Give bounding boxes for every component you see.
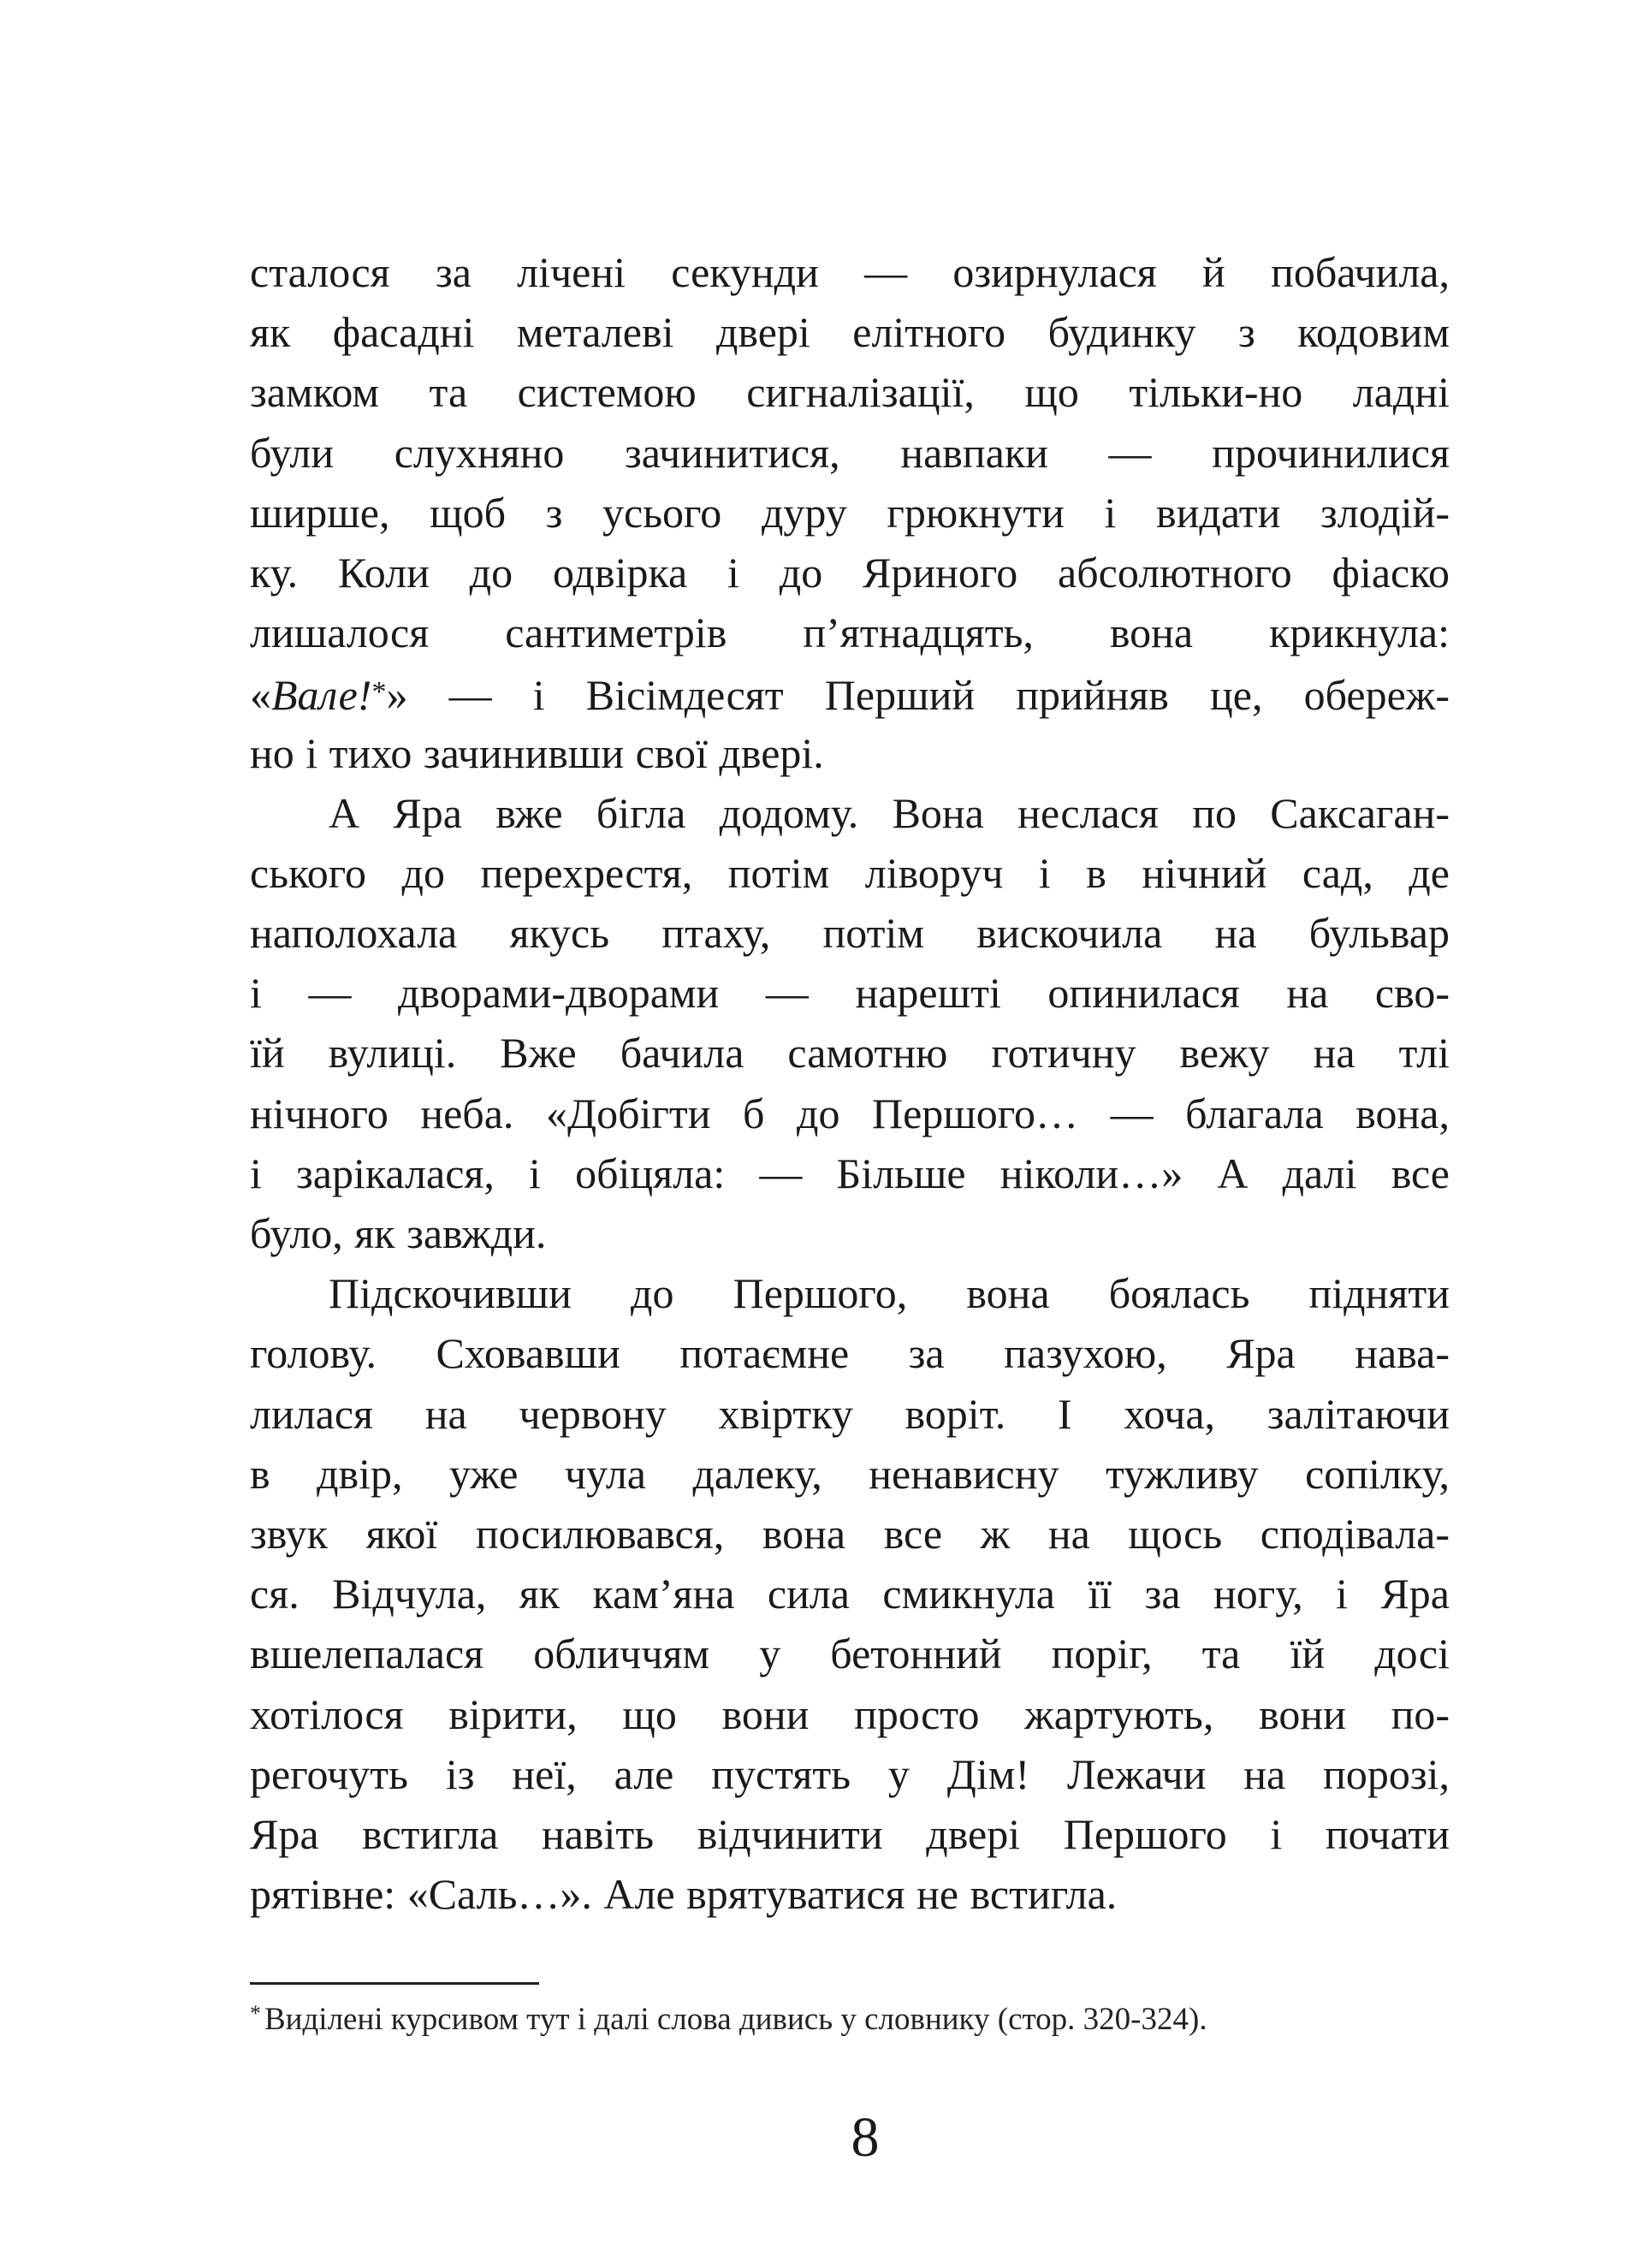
text-line-with-italic — [250, 662, 1450, 722]
text-line: ського до перехрестя, потім ліворуч і в нічний сад, де — [250, 848, 1450, 897]
page-number: 8 — [851, 2106, 880, 2169]
body-text — [250, 242, 1450, 1924]
footnote-text: Виділені курсивом тут і далі слова дивись у словнику (стор. 320-324). — [264, 2002, 1207, 2037]
text-line: було, як завжди. — [250, 1209, 547, 1257]
text-line: сталося за лічені секунди — озирнулася й побачила, — [250, 248, 1450, 296]
text-line: рятівне: «Саль…». Але врятуватися не встигла. — [250, 1870, 1118, 1919]
text-line: Яра встигла навіть відчинити двері Першого і почати — [250, 1809, 1450, 1858]
text-line: лишалося сантиметрів п’ятнадцять, вона крикнула: — [250, 609, 1450, 657]
footnote-mark: * — [371, 676, 387, 709]
text-line: і зарікалася, і обіцяла: — Більше ніколи…» А далі все — [250, 1149, 1450, 1197]
text-line: звук якої посилювався, вона все ж на щось сподівала- — [250, 1509, 1450, 1558]
text-line: хотілося вірити, що вони просто жартують, вони по- — [250, 1689, 1450, 1738]
text-line: лилася на червону хвіртку воріт. І хоча, залітаючи — [250, 1389, 1450, 1438]
glossary-word: Вале! — [271, 671, 372, 720]
footnote-divider — [250, 1982, 539, 1985]
text-line: но і тихо зачинивши свої двері. — [250, 728, 824, 777]
text-line: ширше, щоб з усього дуру грюкнути і видати злодій- — [250, 488, 1450, 537]
text-line: голову. Сховавши потаємне за пазухою, Яра нава- — [250, 1329, 1450, 1378]
text-line: Підскочивши до Першого, вона боялась підняти — [329, 1269, 1450, 1318]
text-line: нічного неба. «Добігти б до Першого… — благала вона, — [250, 1089, 1450, 1137]
text-line: як фасадні металеві двері елітного будинку з кодовим — [250, 308, 1450, 357]
open-quote: « — [250, 671, 271, 720]
footnote — [250, 1994, 1456, 2039]
text-line: вшелепалася обличчям у бетонний поріг, та їй досі — [250, 1630, 1450, 1678]
text-line: були слухняно зачинитися, навпаки — прочинилися — [250, 428, 1450, 477]
line-rest: » — і Вісімдесят Перший прийняв це, обереж- — [386, 671, 1450, 720]
text-line: ся. Відчула, як кам’яна сила смикнула її за ногу, і Яра — [250, 1570, 1450, 1618]
text-line: і — дворами-дворами — нарешті опинилася на сво- — [250, 969, 1450, 1018]
text-line: регочуть із неї, але пустять у Дім! Лежачи на порозі, — [250, 1749, 1450, 1798]
text-line: ку. Коли до одвірка і до Яриного абсолютного фіаско — [250, 548, 1450, 597]
text-line: А Яра вже бігла додому. Вона неслася по Саксаган- — [329, 788, 1450, 837]
text-line: їй вулиці. Вже бачила самотню готичну вежу на тлі — [250, 1029, 1450, 1078]
text-line: замком та системою сигналізації, що тільки-но ладні — [250, 368, 1450, 417]
text-line: в двір, уже чула далеку, ненависну тужливу сопілку, — [250, 1449, 1450, 1498]
text-line: наполохала якусь птаху, потім вискочила на бульвар — [250, 909, 1450, 958]
footnote-mark: * — [250, 2001, 261, 2026]
